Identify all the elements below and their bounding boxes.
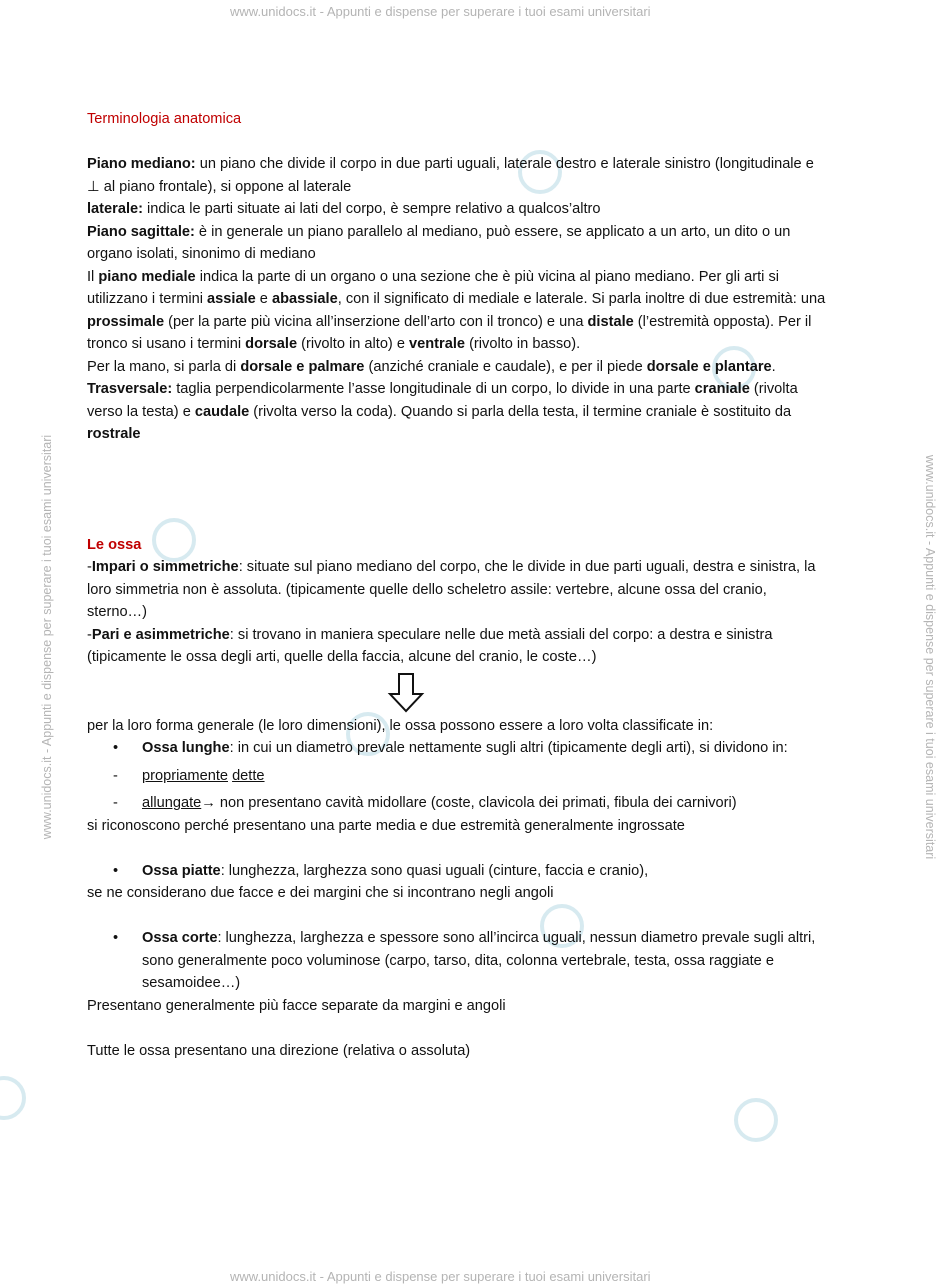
paragraph-lunghe-after: si riconoscono perché presentano una parte media e due estremità generalmente ingrossate xyxy=(87,817,685,834)
unidocs-logo-icon xyxy=(0,1076,26,1120)
text: allungate xyxy=(142,795,202,811)
paragraph-impari xyxy=(87,556,827,624)
term: ventrale xyxy=(409,336,466,352)
term: Ossa corte xyxy=(142,930,218,946)
text: : in cui un diametro prevale nettamente sugli altri (tipicamente degli arti), si dividono in: xyxy=(229,740,788,756)
text: Per la mano, si parla di xyxy=(87,358,241,375)
term: assiale xyxy=(207,291,256,307)
paragraph-piano-mediale xyxy=(87,266,827,356)
text: indica la parte di un organo o una sezione che è più vicina al piano mediano. Per gli arti si utilizzano i termini xyxy=(87,268,779,307)
text: dette xyxy=(232,767,265,784)
paragraph-pari xyxy=(87,624,827,669)
section-heading: Terminologia anatomica xyxy=(87,111,242,127)
definition: un piano che divide il corpo in due parti uguali, laterale destro e laterale sinistro (longitudinale e ⊥ al piano frontale), si oppone al laterale xyxy=(87,156,814,195)
term: dorsale e palmare xyxy=(240,358,365,375)
paragraph-final: Tutte le ossa presentano una direzione (relativa o assoluta) xyxy=(87,1042,471,1059)
down-arrow-icon xyxy=(87,669,827,715)
dash-icon: - xyxy=(113,767,118,784)
list-item-allungate xyxy=(87,792,827,815)
bone-types-list xyxy=(87,737,827,815)
text: (per la parte più vicina all’inserzione dell’arto con il tronco) e una xyxy=(164,313,588,330)
definition: è in generale un piano parallelo al mediano, può essere, se applicato a un arto, un dito o un organo isolati, sinonimo di mediano xyxy=(87,223,791,262)
paragraph-mano-piede xyxy=(87,356,827,379)
term: Ossa piatte xyxy=(142,862,221,879)
bone-types-list xyxy=(87,860,827,883)
list-item-ossa-piatte xyxy=(87,860,827,883)
text: e xyxy=(255,291,272,307)
paragraph-corte-after: Presentano generalmente più facce separate da margini e angoli xyxy=(87,997,506,1014)
section-heading: Le ossa xyxy=(87,536,142,553)
term: Pari e asimmetriche xyxy=(91,626,230,643)
term: caudale xyxy=(194,403,250,420)
text: , con il significato di mediale e laterale. Si parla inoltre di due estremità: una xyxy=(337,291,826,307)
paragraph-laterale xyxy=(87,198,827,221)
term: Impari o simmetriche xyxy=(91,559,239,575)
paragraph-piatte-after: se ne considerano due facce e dei margini che si incontrano negli angoli xyxy=(87,885,554,901)
term: Piano mediano: xyxy=(87,156,196,172)
watermark-header: www.unidocs.it - Appunti e dispense per superare i tuoi esami universitari xyxy=(230,4,651,19)
text: non presentano cavità midollare (coste, clavicola dei primati, fibula dei carnivori) xyxy=(215,795,737,811)
document-body xyxy=(87,108,827,1062)
paragraph-piano-mediano xyxy=(87,153,827,198)
text: - xyxy=(87,559,92,575)
bone-types-list xyxy=(87,927,827,995)
watermark-side-right: www.unidocs.it - Appunti e dispense per superare i tuoi esami universitari xyxy=(923,454,937,860)
term: distale xyxy=(587,313,634,330)
term: laterale: xyxy=(87,201,143,217)
watermark-footer: www.unidocs.it - Appunti e dispense per superare i tuoi esami universitari xyxy=(230,1269,651,1284)
text: (rivolto in alto) e xyxy=(297,336,410,352)
watermark-side-left: www.unidocs.it - Appunti e dispense per superare i tuoi esami universitari xyxy=(40,434,55,840)
text: - xyxy=(87,626,92,643)
text: taglia perpendicolarmente l’asse longitudinale di un corpo, lo divide in una parte xyxy=(172,381,695,397)
list-item-ossa-lunghe xyxy=(87,737,827,760)
term: Piano sagittale: xyxy=(87,223,195,240)
bullet-icon: • xyxy=(113,740,119,756)
text: (rivolta verso la testa) e xyxy=(87,381,798,420)
term: piano mediale xyxy=(98,268,196,285)
term: Trasversale: xyxy=(87,381,173,397)
unidocs-logo-icon xyxy=(734,1098,778,1142)
paragraph-trasversale xyxy=(87,378,827,446)
paragraph-piano-sagittale xyxy=(87,221,827,266)
text: (l’estremità opposta). Per il tronco si usano i termini xyxy=(87,313,812,352)
text: (anziché craniale e caudale), e per il piede xyxy=(364,358,647,375)
text: : lunghezza, larghezza e spessore sono all’incirca uguali, nessun diametro prevale sugli altri, sono generalmente poco voluminose (carpo, tarso, dita, colonna vertebrale, testa, ossa raggiate e sesamoidee…) xyxy=(142,930,816,991)
term: prossimale xyxy=(87,313,165,330)
bullet-icon: • xyxy=(113,930,119,946)
text: : si trovano in maniera speculare nelle due metà assiali del corpo: a destra e sinistra (tipicamente le ossa degli arti, quelle della faccia, alcune del cranio, le coste…) xyxy=(87,626,773,665)
list-item-ossa-corte xyxy=(87,927,827,995)
right-arrow-icon: → xyxy=(201,795,216,811)
text: propriamente xyxy=(142,767,228,784)
term: craniale xyxy=(694,381,750,397)
text: (rivolto in basso). xyxy=(465,336,581,352)
dash-icon: - xyxy=(113,795,118,811)
text: (rivolta verso la coda). Quando si parla della testa, il termine craniale è sostituito da xyxy=(249,403,792,420)
term: rostrale xyxy=(87,426,141,442)
term: abassiale xyxy=(271,291,338,307)
bullet-icon: • xyxy=(113,862,119,879)
text: : situate sul piano mediano del corpo, che le divide in due parti uguali, destra e sinistra, la loro simmetria non è assoluta. (tipicamente quelle dello scheletro assile: vertebre, alcune ossa del cranio, sterno…) xyxy=(87,559,816,620)
text: . xyxy=(771,358,776,375)
term: dorsale e plantare xyxy=(646,358,772,375)
list-item-propriamente-dette xyxy=(87,765,827,788)
definition: indica le parti situate ai lati del corpo, è sempre relativo a qualcos’altro xyxy=(142,201,601,217)
text: Il xyxy=(87,268,99,285)
term: Ossa lunghe xyxy=(142,740,230,756)
paragraph-intro-classificazione: per la loro forma generale (le loro dimensioni), le ossa possono essere a loro volta classificate in: xyxy=(87,717,714,734)
term: dorsale xyxy=(245,336,298,352)
text: : lunghezza, larghezza sono quasi uguali (cinture, faccia e cranio), xyxy=(220,862,649,879)
